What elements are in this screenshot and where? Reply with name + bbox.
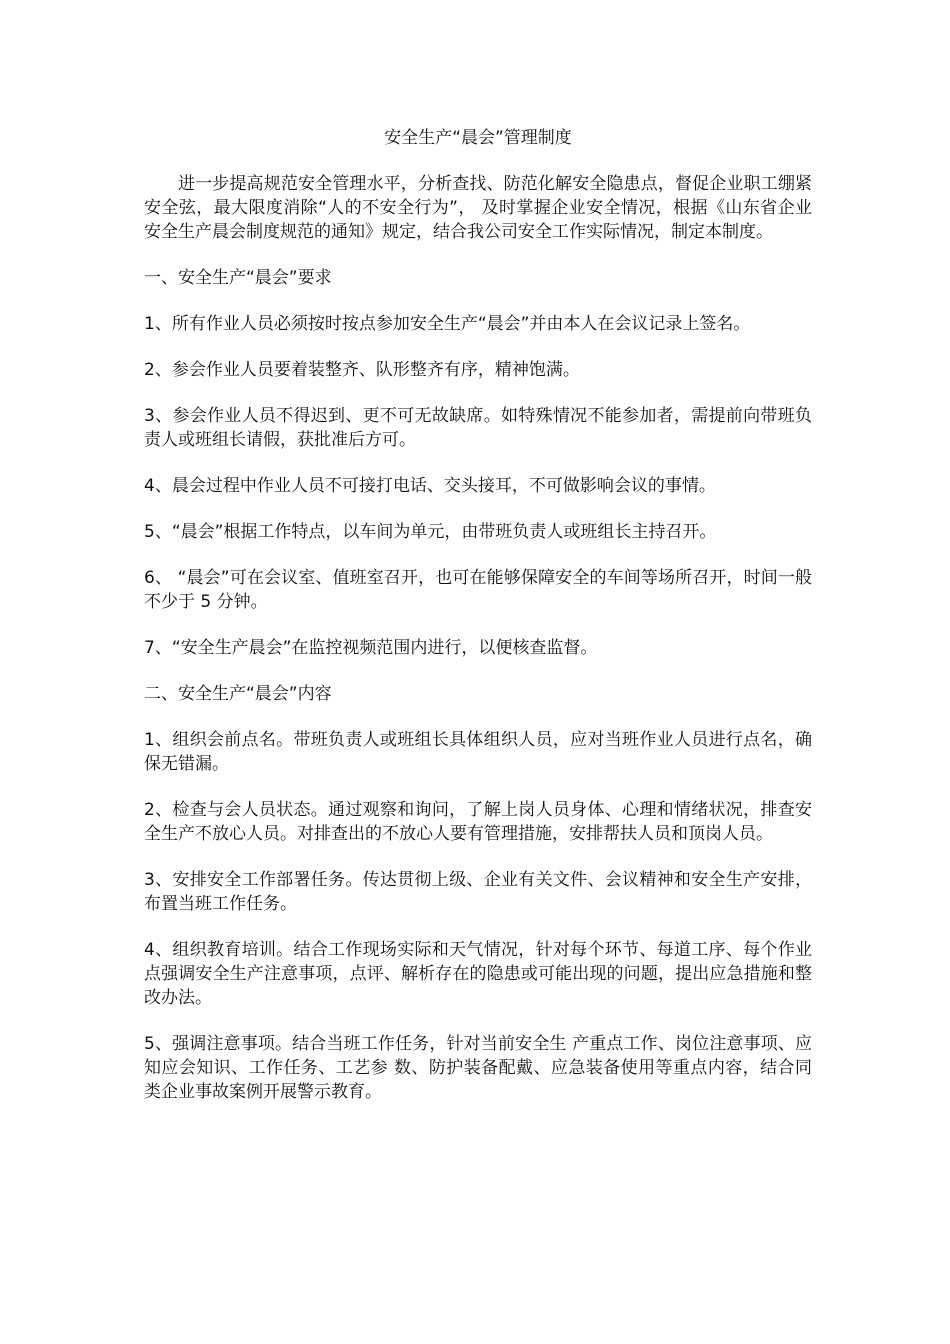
requirement-item-4: 4、晨会过程中作业人员不可接打电话、交头接耳，不可做影响会议的事情。 xyxy=(144,476,716,496)
document-title: 安全生产“晨会”管理制度 xyxy=(384,128,572,148)
intro-paragraph: 进一步提高规范安全管理水平，分析查找、防范化解安全隐患点，督促企业职工绷紧安全弦，最大限度消除“人的不安全行为”， 及时掌握企业安全情况，根据《山东省企业安全生产晨会制度规范的通知》规定，结合我公司安全工作实际情况，制定本制度。 xyxy=(144,174,812,242)
requirement-item-6: 6、 “晨会”可在会议室、值班室召开，也可在能够保障安全的车间等场所召开，时间一般不少于 5 分钟。 xyxy=(144,568,812,612)
content-item-4: 4、组织教育培训。结合工作现场实际和天气情况，针对每个环节、每道工序、每个作业点强调安全生产注意事项，点评、解析存在的隐患或可能出现的问题，提出应急措施和整改办法。 xyxy=(144,940,812,1008)
content-item-3: 3、安排安全工作部署任务。传达贯彻上级、企业有关文件、会议精神和安全生产安排，布置当班工作任务。 xyxy=(144,870,812,914)
content-item-1: 1、组织会前点名。带班负责人或班组长具体组织人员，应对当班作业人员进行点名，确保无错漏。 xyxy=(144,730,812,774)
requirement-item-1: 1、所有作业人员必须按时按点参加安全生产“晨会”并由本人在会议记录上签名。 xyxy=(144,314,751,334)
requirement-item-2: 2、参会作业人员要着装整齐、队形整齐有序，精神饱满。 xyxy=(144,360,580,380)
requirement-item-7: 7、“安全生产晨会”在监控视频范围内进行，以便核查监督。 xyxy=(144,638,598,658)
requirement-item-3: 3、参会作业人员不得迟到、更不可无故缺席。如特殊情况不能参加者，需提前向带班负责人或班组长请假，获批准后方可。 xyxy=(144,406,812,450)
document-body xyxy=(144,126,812,1126)
requirement-item-5: 5、“晨会”根据工作特点，以车间为单元，由带班负责人或班组长主持召开。 xyxy=(144,522,717,542)
section-heading-requirements: 一、安全生产“晨会”要求 xyxy=(144,268,332,288)
content-item-2: 2、检查与会人员状态。通过观察和询问，了解上岗人员身体、心理和情绪状况，排查安全生产不放心人员。对排查出的不放心人要有管理措施，安排帮扶人员和顶岗人员。 xyxy=(144,800,812,844)
content-item-5: 5、强调注意事项。结合当班工作任务，针对当前安全生 产重点工作、岗位注意事项、应知应会知识、工作任务、工艺参 数、防护装备配戴、应急装备使用等重点内容，结合同类企业事故案例开展警示教育。 xyxy=(144,1034,812,1102)
section-heading-content: 二、安全生产“晨会”内容 xyxy=(144,684,332,704)
